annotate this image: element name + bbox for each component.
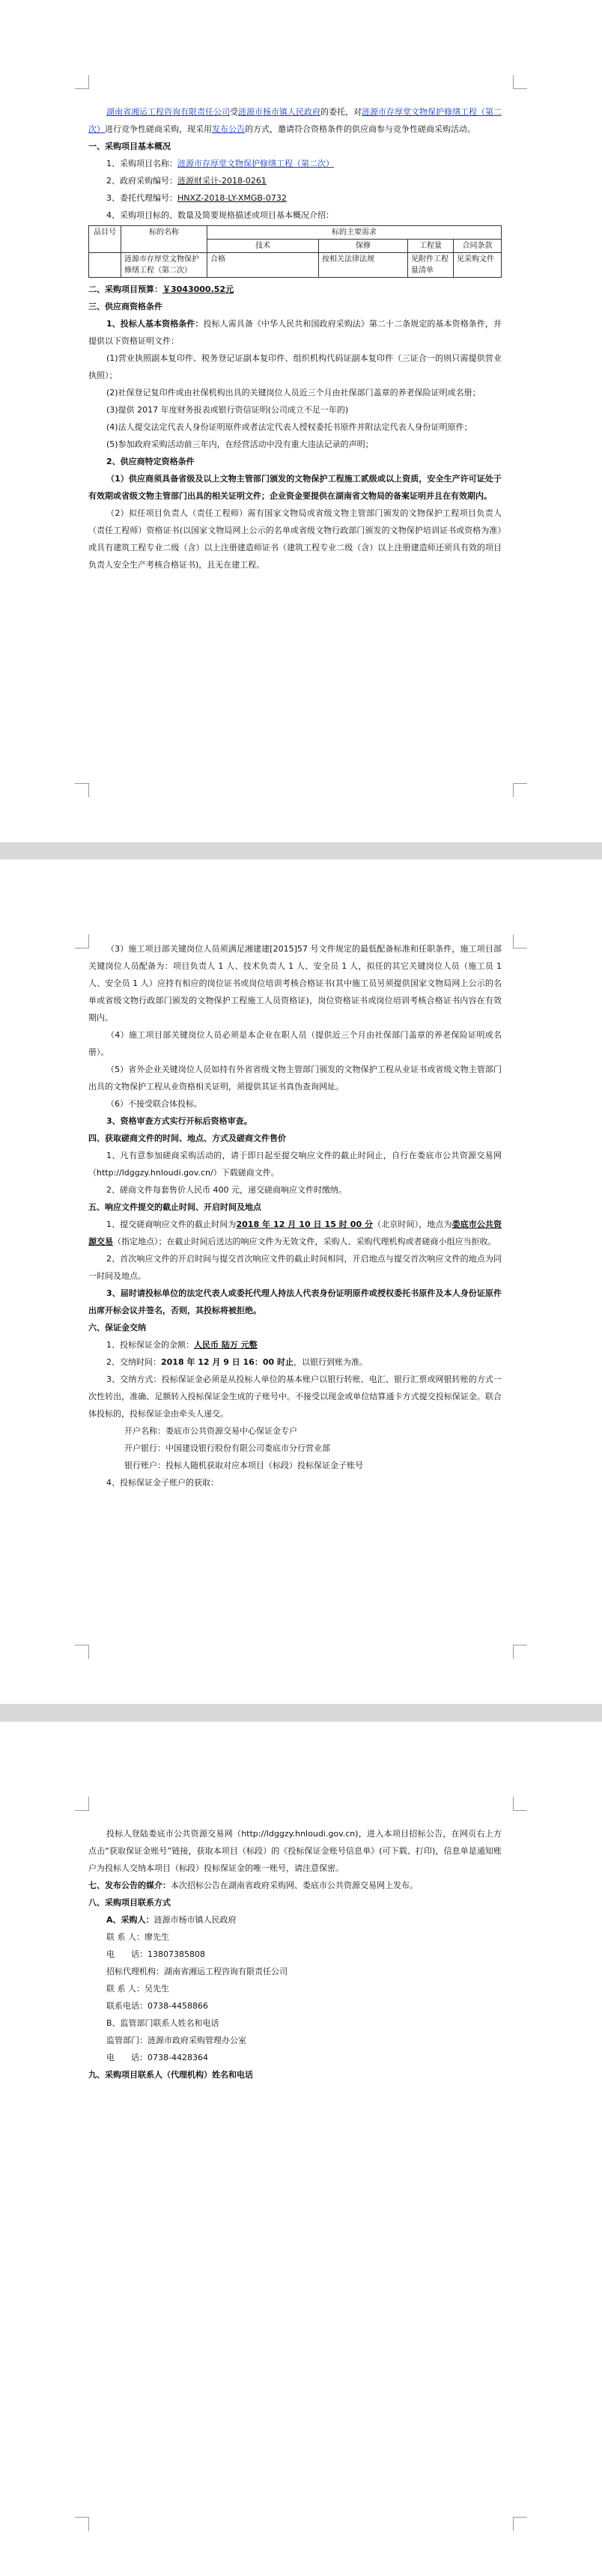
- cell-tech: 合格: [207, 253, 319, 278]
- buyer-label: A、采购人：: [106, 1915, 154, 1925]
- header-name: 标的名称: [121, 226, 207, 253]
- s6-2-text: ，以银行到账为准。: [294, 1357, 368, 1367]
- s3-2-item-3: （3）施工项目部关键岗位人员须满足湘建建[2015]57 号文件规定的最低配备标准和任职条件，施工项目部关键岗位人员配备为：项目负责人 1 人、技术负责人 1 人、安全员 1 人，拟任的其它关键岗位人员（施工员 1 人、安全员 1 人）应持有相应的岗位证书或岗位培训考核合格证书(其中施工员另须提供国家文物局网上公示的名单或省级文物行政部门颁发的文物保护工程施工人员资格证)，岗位资格证书或岗位培训考核合格证书内容在有效期内。: [88, 944, 502, 1023]
- method-name: 发布公告: [212, 124, 245, 134]
- s4-1: 1、凡有意参加磋商采购活动的，请于即日起至提交响应文件的截止时间止，自行在娄底市公共资源交易网（http://ldggzy.hnloudi.gov.cn/）下载磋商文件。: [88, 1151, 502, 1178]
- s6-3: 3、交纳方式：投标保证金必须是从投标人单位的基本账户以银行转账、电汇、银行汇票或网银转账的方式一次性转出，准确、足额转入投标保证金生成的子账号中。不接受以现金或单位结算通卡方式提交投标保证金。联合体投标的，投标保证金由牵头人递交。: [88, 1374, 502, 1419]
- s6-1: [88, 1336, 502, 1354]
- s4-2: 2、磋商文件每套售价人民币 400 元，递交磋商响应文件时缴纳。: [106, 1185, 347, 1195]
- s3-2-item-2: （2）拟任项目负责人（责任工程师）需有国家文物局或省级文物主管部门颁发的文物保护工程项目负责人（责任工程师）资格证书(以国家文物局网上公示的名单或省级文物行政部门颁发的文物保护培训证书或资格为准）或具有建筑工程专业二级（含）以上注册建造师证书（建筑工程专业二级（含）以上注册建造师还须具有效的项目负责人安全生产考核合格证书)，且无在建工程。: [88, 508, 502, 570]
- section-4-title: 四、获取磋商文件的时间、地点、方式及磋商文件售价: [88, 1133, 286, 1143]
- s3-2-item-5: （5）省外企业关键岗位人员如持有外省省级文物主管部门颁发的文物保护工程从业证书或省级文物主管部门出具的文物保护工程从业资格相关证明，须提供其证书真伪查询网址。: [88, 1065, 502, 1091]
- page-corner-mark: [75, 1645, 89, 1659]
- section-1-title: 一、采购项目基本概况: [88, 141, 171, 151]
- intro-paragraph: [88, 103, 502, 138]
- s1-item-2: [88, 172, 502, 189]
- section-2-title: 二、采购项目预算：: [88, 284, 162, 294]
- s3-1-item: (1)营业执照副本复印件、税务登记证副本复印件、组织机构代码证副本复印件（三证合一的则只需提供营业执照）；: [88, 353, 502, 380]
- supervisor-phone: 电 话：0738-4428364: [106, 2053, 208, 2062]
- page-1-content: [88, 103, 502, 573]
- agent-label: 招标代理机构：: [106, 1967, 164, 1976]
- page-corner-mark: [75, 2517, 89, 2531]
- section-5-title: 五、响应文件提交的截止时间、开启时间及地点: [88, 1202, 261, 1212]
- intro-text: 的方式，邀请符合资格条件的供应商参与竞争性磋商采购活动。: [245, 124, 475, 134]
- header-tech: 技术: [207, 240, 319, 253]
- requirements-table: [88, 225, 502, 278]
- s5-1-text: （北京时间），地点为: [373, 1220, 452, 1229]
- s6-account-line: 开户银行：中国建设银行股份有限公司娄底市分行营业部: [124, 1443, 330, 1453]
- s3-2-title: 2、供应商特定资格条件: [106, 457, 195, 466]
- table-header-row: [89, 226, 502, 240]
- header-item-no: 品目号: [89, 226, 121, 253]
- item-label: 2、政府采购编号：: [106, 176, 177, 186]
- section-8-title: 八、采购项目联系方式: [88, 1898, 171, 1907]
- s5-1-text: （指定地点）；在截止时间后送达的响应文件为无效文件，采购人、采购代理机构或者磋商小组应当拒收。: [113, 1237, 496, 1246]
- deadline-place: 娄底市公共资源交易: [88, 1220, 502, 1246]
- s5-2: 2、首次响应文件的开启时间与提交首次响应文件的截止时间相同，开启地点与提交首次响应文件的地点为同一时间及地点。: [88, 1254, 502, 1281]
- page-corner-mark: [513, 934, 527, 949]
- s6-4: 4、投标保证金子账户的获取：: [106, 1478, 219, 1488]
- cell-no: [89, 253, 121, 278]
- document-page-3: [0, 1722, 602, 2576]
- intro-text: 进行竞争性磋商采购，现采用: [105, 124, 212, 134]
- s5-1: [88, 1216, 502, 1250]
- s6-4-text: 投标人登陆娄底市公共资源交易网（http://ldggzy.hnloudi.gov.cn)，进入本项目招标公告，在网页右上方点击“获取保证金账号”链接，获取本项目（标段）的《投标保证金账号信息单》(可下载、打印)，信息单是通知账户为投标人交纳本项目（标段）投标保证金的唯一账号，请注意保密。: [88, 1829, 502, 1873]
- deposit-deadline: 2018 年 12 月 9 日 16：00 时止: [161, 1357, 294, 1367]
- header-repair: 保修: [319, 240, 408, 253]
- s6-2: [88, 1354, 502, 1371]
- section-7-title: 七、发布公告的媒介：: [88, 1881, 171, 1890]
- s3-2-item-6: （6）不接受联合体投标。: [106, 1099, 202, 1109]
- section-3-title: 三、供应商资格条件: [88, 302, 162, 311]
- buyer-value: 涟源市杨市镇人民政府: [153, 1915, 237, 1925]
- s3-2-item-4: （4）施工项目部关键岗位人员必须是本企业在职人员（提供近三个月由社保部门盖章的养老保险证明或名册）。: [88, 1030, 502, 1057]
- document-page-1: [0, 0, 602, 842]
- s1-item-1: [88, 155, 502, 172]
- s5-3: 3、届时请投标单位的法定代表人或委托代理人持法人代表身份证明原件或授权委托书原件及本人身份证原件出席开标会议并签名，否则，其投标将被拒绝。: [88, 1288, 502, 1315]
- s3-2-item-1: （1）供应商须具备省级及以上文物主管部门颁发的文物保护工程施工贰级或以上资质，安全生产许可证处于有效期或省级文物主管部门出具的相关证明文件；企业资金要提供在湖南省文物局的备案证明并且在有效期内。: [88, 474, 502, 501]
- document-page-2: [0, 859, 602, 1704]
- page-corner-mark: [75, 783, 89, 797]
- section-7-text: 本次招标公告在湖南省政府采购网、娄底市公共资源交易网上发布。: [171, 1881, 418, 1890]
- s1-item-3: [88, 189, 502, 207]
- page-corner-mark: [513, 1797, 527, 1811]
- cell-name: 涟源市存厚堂文物保护修缮工程（第二次）: [121, 253, 207, 278]
- deadline-time: 2018 年 12 月 10 日 15 时 00 分: [236, 1220, 374, 1229]
- item-label: 3、委托代理编号：: [106, 193, 177, 203]
- budget-value: ￥3043000.52元: [162, 284, 234, 294]
- cell-repair: 按相关法律法规: [319, 253, 408, 278]
- s3-1-item: (4)法人提交法定代表人身份证明原件或者法定代表人授权委托书原件并附法定代表人身份证明原件；: [106, 422, 472, 432]
- page-corner-mark: [75, 934, 89, 949]
- s6-account-line: 银行账户：投标人随机获取对应本项目（标段）投标保证金子账号: [124, 1461, 363, 1470]
- s3-1-item: (3)提供 2017 年度财务报表或银行资信证明(公司成立不足一年的): [106, 405, 349, 415]
- item-label: 1、采购项目名称：: [106, 159, 177, 168]
- page-2-content: [88, 940, 502, 1491]
- buyer-contact: 联 系 人：廖先生: [106, 1932, 169, 1942]
- header-contract: 合同条款: [454, 240, 502, 253]
- intro-text: 的委托，对: [320, 107, 362, 117]
- section-7: [88, 1877, 502, 1894]
- s3-1: [88, 315, 502, 350]
- header-engineering: 工程量: [408, 240, 454, 253]
- agent-line: [88, 1963, 502, 1980]
- buyer-phone: 电 话：13807385808: [106, 1949, 205, 1959]
- s3-1-title: 1、投标人基本资格条件：: [106, 319, 204, 329]
- s3-1-item: (2)社保登记复印件或由社保机构出具的关键岗位人员近三个月由社保部门盖章的养老保险证明或名册；: [106, 388, 481, 398]
- s6-1-label: 1、投标保证金的金额：: [106, 1340, 194, 1350]
- item-value: HNXZ-2018-LY-XMGB-0732: [177, 193, 287, 203]
- supervisor-dept: 监管部门：涟源市政府采购管理办公室: [106, 2035, 246, 2045]
- section-2: [88, 281, 502, 298]
- agent-phone: 联系电话：0738-4458866: [106, 2001, 208, 2011]
- intro-text: 受: [230, 107, 238, 117]
- page-corner-mark: [513, 2517, 527, 2531]
- buyer-name: 涟源市杨市镇人民政府: [238, 107, 320, 117]
- cell-contract: 见采购文件: [454, 253, 502, 278]
- project-name: 涟源市存厚堂文物保护修缮工程（第二次）: [88, 107, 502, 134]
- s3-1-item: (5)参加政府采购活动前三年内，在经营活动中没有重大违法记录的声明；: [106, 439, 374, 449]
- s6-account-line: 开户名称：娄底市公共资源交易中心保证金专户: [124, 1426, 297, 1436]
- s3-3: 3、资格审查方式实行开标后资格审查。: [106, 1116, 252, 1126]
- agency-name: 湖南省湘运工程咨询有限责任公司: [106, 107, 230, 117]
- buyer-line: [88, 1911, 502, 1928]
- table-row: [89, 253, 502, 278]
- section-9-title: 九、采购项目联系人（代理机构）姓名和电话: [88, 2070, 253, 2080]
- header-main: 标的主要需求: [207, 226, 502, 240]
- s1-item-4: 4、采购项目标的、数量及简要规格描述或项目基本概况介绍：: [106, 210, 334, 220]
- page-corner-mark: [513, 783, 527, 797]
- page-corner-mark: [75, 1797, 89, 1811]
- page-corner-mark: [513, 75, 527, 89]
- s6-2-label: 2、交纳时间：: [106, 1357, 161, 1367]
- page-3-content: [88, 1825, 502, 2083]
- page-corner-mark: [75, 75, 89, 89]
- section-6-title: 六、保证金交纳: [88, 1323, 146, 1333]
- agent-contact: 联 系 人：吴先生: [106, 1984, 169, 1994]
- page-corner-mark: [513, 1645, 527, 1659]
- s5-1-text: 1、提交磋商响应文件的截止时间为: [106, 1220, 237, 1229]
- agent-value: 湖南省湘运工程咨询有限责任公司: [164, 1967, 288, 1976]
- cell-engineering: 见附件工程量清单: [408, 253, 454, 278]
- s3-1-text: 投标人需具备《中华人民共和国政府采购法》第二十二条规定的基本资格条件，并提供以下资格证明文件：: [88, 319, 502, 346]
- item-value: 涟源市存厚堂文物保护修缮工程（第二次）: [177, 159, 334, 168]
- supervisor-title: B、监管部门联系人姓名和电话: [106, 2018, 219, 2028]
- item-value: 涟源财采计-2018-0261: [177, 176, 267, 186]
- deposit-amount: 人民币 陆万 元整: [194, 1340, 258, 1350]
